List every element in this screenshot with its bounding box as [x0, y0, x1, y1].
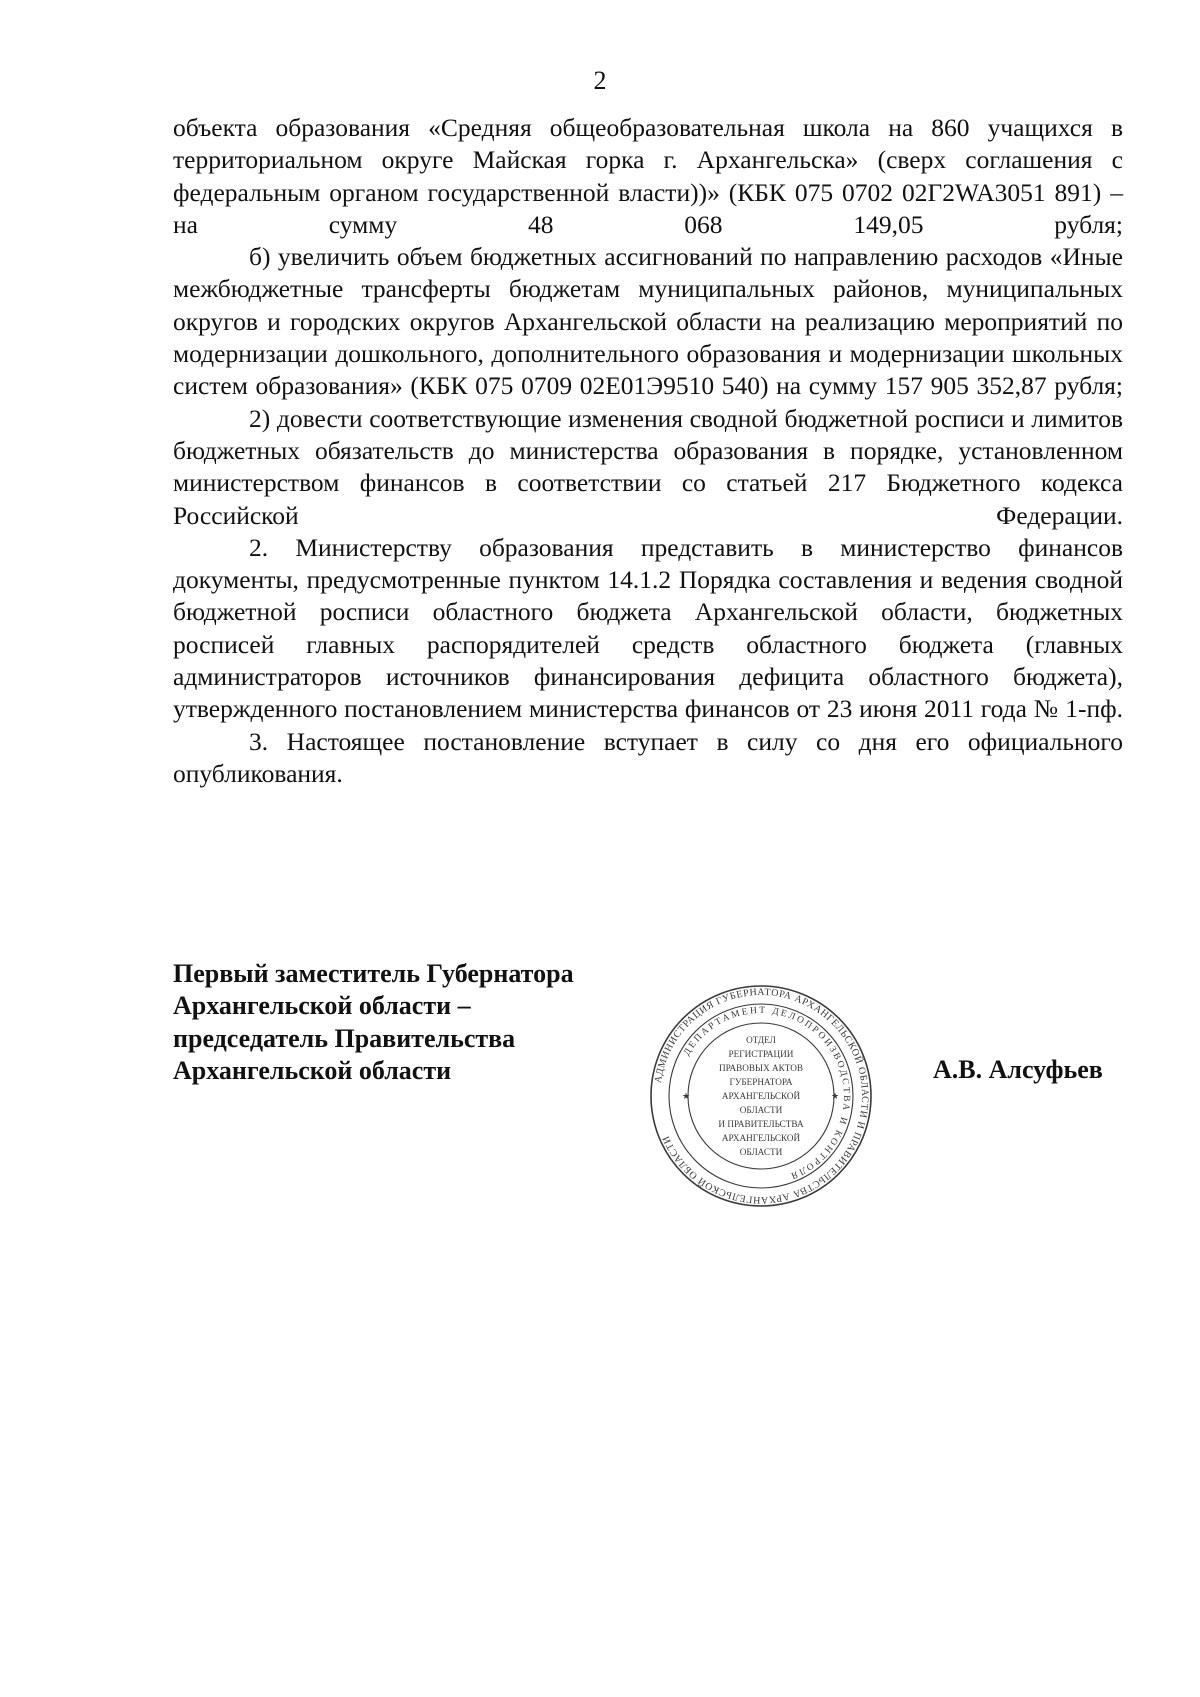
paragraph-item-2: 2) довести соответствующие изменения сводной бюджетной росписи и лимитов бюджетных обязательств до министерства образования в порядке, установленном министерством финансов в соответствии со статьей 217 Бюджетного кодекса Российской Федерации. [173, 403, 1123, 530]
stamp-outer-ring-text: АДМИНИСТРАЦИЯ ГУБЕРНАТОРА АРХАНГЕЛЬСКОЙ ОБЛАСТИ И ПРАВИТЕЛЬСТВА АРХАНГЕЛЬСКОЙ ОБЛАСТИ [652, 986, 871, 1206]
stamp-inner-ring-text: ДЕПАРТАМЕНТ ДЕЛОПРОИЗВОДСТВА И КОНТРОЛЯ [682, 1005, 852, 1181]
stamp-center-line: ПРАВОВЫХ АКТОВ [718, 1063, 804, 1073]
signatory-position [173, 958, 643, 1088]
signatory-position-line: Первый заместитель Губернатора [173, 959, 574, 988]
document-body [173, 112, 1123, 790]
stamp-center-line: ОБЛАСТИ [739, 1147, 783, 1157]
stamp-center-line: АРХАНГЕЛЬСКОЙ [721, 1133, 801, 1143]
signatory-name: А.В. Алсуфьев [933, 1055, 1103, 1084]
signatory-position-line: Архангельской области [173, 1056, 452, 1086]
paragraph-point-2: 2. Министерству образования представить в министерство финансов документы, предусмотренные пунктом 14.1.2 Порядка составления и ведения сводной бюджетной росписи областного бюджета Архангельской области, бюджетных росписей главных распорядителей средств областного бюджета (главных администраторов источников финансирования дефицита областного бюджета), утвержденного постановлением министерства финансов от 23 июня 2011 года № 1-пф. [173, 532, 1123, 724]
page-number: 2 [593, 66, 607, 95]
stamp-center-line: ОТДЕЛ [746, 1035, 776, 1045]
paragraph-1-continuation: объекта образования «Средняя общеобразовательная школа на 860 учащихся в территориальном округе Майская горка г. Архангельска» (сверх соглашения с федеральным органом государственной власти))» (КБК 075 0702 02Г2WA3051 891) – на сумму 48 068 149,05 рубля; [173, 113, 1123, 239]
paragraph-subitem-b: б) увеличить объем бюджетных ассигнований по направлению расходов «Иные межбюджетные трансферты бюджетам муниципальных районов, муниципальных округов и городских округов Архангельской области на реализацию мероприятий по модернизации дошкольного, дополнительного образования и модернизации школьных систем образования» (КБК 075 0709 02Е01Э9510 540) на сумму 157 905 352,87 рубля; [173, 242, 1123, 401]
stamp-star-icon: ★ [831, 1091, 840, 1101]
stamp-center-line: РЕГИСТРАЦИИ [728, 1049, 794, 1059]
stamp-center-line: ОБЛАСТИ [739, 1105, 783, 1115]
stamp-star-icon: ★ [682, 1091, 691, 1101]
stamp-center-line: ГУБЕРНАТОРА [729, 1077, 793, 1087]
stamp-center-line: АРХАНГЕЛЬСКОЙ [721, 1091, 801, 1101]
signatory-position-line: Архангельской области – [173, 991, 471, 1021]
stamp-center-line: И ПРАВИТЕЛЬСТВА [718, 1119, 804, 1129]
paragraph-point-3: 3. Настоящее постановление вступает в силу со дня его официального опубликования. [173, 726, 1123, 788]
signatory-position-line: председатель Правительства [173, 1023, 516, 1053]
official-stamp-icon [648, 983, 874, 1209]
